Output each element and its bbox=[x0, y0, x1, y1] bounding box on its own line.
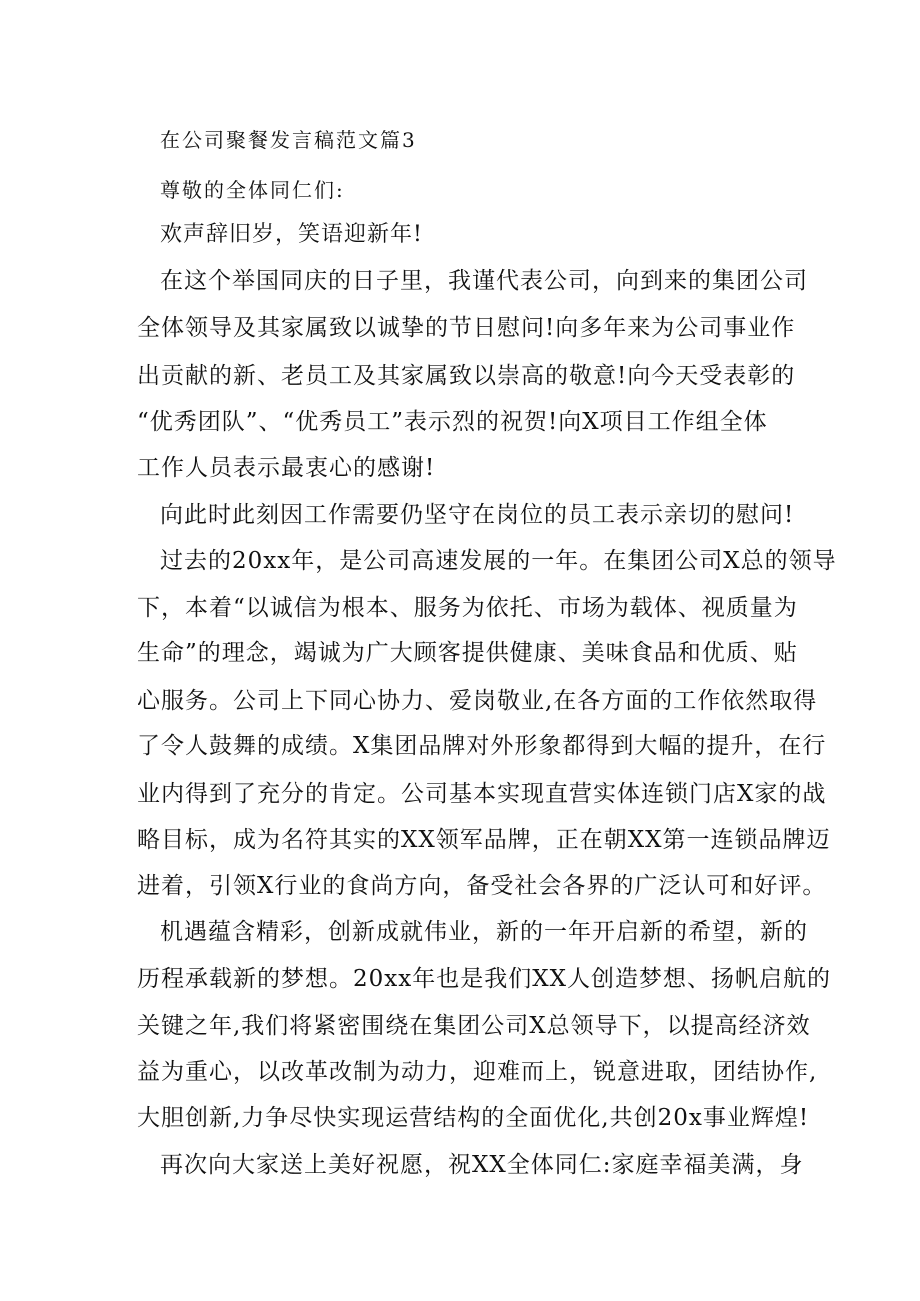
paragraph-line: 略目标，成为名符其实的XX领军品牌，正在朝XX第一连锁品牌迈 bbox=[137, 827, 831, 853]
paragraph-line: “优秀团队”、“优秀员工”表示烈的祝贺!向X项目工作组全体 bbox=[137, 409, 768, 435]
paragraph-line: 生命”的理念，竭诚为广大顾客提供健康、美味食品和优质、贴 bbox=[137, 640, 798, 666]
paragraph-line: 进着，引领X行业的食尚方向，备受社会各界的广泛认可和好评。 bbox=[137, 873, 827, 899]
paragraph-line: 再次向大家送上美好祝愿，祝XX全体同仁:家庭幸福美满，身 bbox=[160, 1152, 804, 1178]
greeting: 尊敬的全体同仁们: bbox=[160, 178, 345, 202]
paragraph-line: 全体领导及其家属致以诚挚的节日慰问!向多年来为公司事业作 bbox=[137, 315, 796, 341]
paragraph-line: 下，本着“以诚信为根本、服务为依托、市场为载体、视质量为 bbox=[137, 595, 798, 621]
paragraph-line: 在这个举国同庆的日子里，我谨代表公司，向到来的集团公司 bbox=[160, 268, 808, 294]
paragraph-line: 出贡献的新、老员工及其家属致以崇高的敬意!向今天受表彰的 bbox=[137, 363, 796, 389]
paragraph-line: 工作人员表示最衷心的感谢! bbox=[137, 455, 436, 481]
paragraph-line: 心服务。公司上下同心协力、爱岗敬业,在各方面的工作依然取得 bbox=[137, 688, 818, 714]
paragraph-line: 过去的20xx年，是公司高速发展的一年。在集团公司X总的领导 bbox=[160, 548, 837, 574]
paragraph-line: 关键之年,我们将紧密围绕在集团公司X总领导下，以提高经济效 bbox=[137, 1013, 811, 1039]
paragraph-line: 向此时此刻因工作需要仍坚守在岗位的员工表示亲切的慰问! bbox=[160, 502, 795, 528]
paragraph-line: 益为重心，以改革改制为动力，迎难而上，锐意进取，团结协作, bbox=[137, 1059, 818, 1085]
paragraph-line: 大胆创新,力争尽快实现运营结构的全面优化,共创20x事业辉煌! bbox=[137, 1105, 810, 1131]
paragraph-line: 了令人鼓舞的成绩。X集团品牌对外形象都得到大幅的提升，在行 bbox=[137, 733, 827, 759]
paragraph-line: 业内得到了充分的肯定。公司基本实现直营实体连锁门店X家的战 bbox=[137, 781, 827, 807]
paragraph-line: 欢声辞旧岁，笑语迎新年! bbox=[160, 222, 423, 247]
paragraph-line: 历程承载新的梦想。20xx年也是我们XX人创造梦想、扬帆启航的 bbox=[137, 966, 831, 992]
paragraph-line: 机遇蕴含精彩，创新成就伟业，新的一年开启新的希望，新的 bbox=[160, 919, 808, 945]
document-title: 在公司聚餐发言稿范文篇3 bbox=[160, 128, 417, 152]
